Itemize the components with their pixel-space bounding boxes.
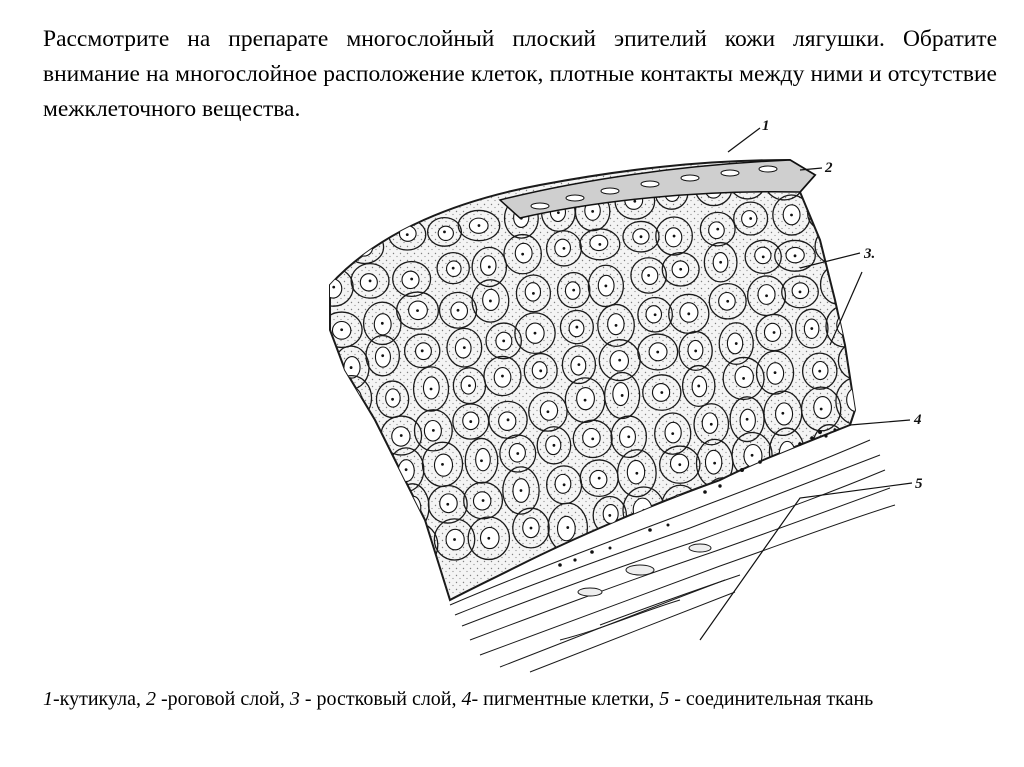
nucleolus <box>726 300 729 303</box>
epithelial-cell <box>738 472 774 513</box>
nucleolus <box>469 420 472 423</box>
nucleolus <box>837 283 840 286</box>
nucleolus <box>446 503 449 506</box>
epithelial-cell <box>343 424 384 461</box>
cell-nucleus <box>847 388 866 412</box>
cell-nucleus <box>819 205 836 223</box>
nucleolus <box>453 538 456 541</box>
cell-nucleus <box>583 428 600 447</box>
nucleolus <box>615 324 618 327</box>
nucleolus <box>742 377 745 380</box>
cell-nucleus <box>784 472 800 497</box>
caption-num-3: 3 <box>289 688 300 710</box>
epithelial-cell <box>356 529 394 575</box>
nucleolus <box>566 526 569 529</box>
epithelial-cell <box>808 196 847 231</box>
nucleolus <box>584 399 587 402</box>
nucleolus <box>507 418 510 421</box>
nucleolus <box>539 369 542 372</box>
nucleolus <box>520 489 523 492</box>
nucleolus <box>855 400 858 403</box>
caption-num-1: 1 <box>43 688 53 710</box>
epithelial-cell <box>816 459 851 508</box>
nucleolus <box>598 243 601 246</box>
nucleolus <box>406 233 409 236</box>
nucleolus <box>532 292 535 295</box>
nucleolus <box>832 482 835 485</box>
nucleolus <box>443 230 446 233</box>
nucleolus <box>697 385 700 388</box>
cell-nucleus <box>702 413 718 433</box>
nucleolus <box>618 359 621 362</box>
epithelial-cell <box>313 235 346 266</box>
nucleolus <box>621 394 624 397</box>
cell-nucleus <box>481 256 496 276</box>
caption-num-2: 2 <box>145 688 156 710</box>
caption-num-4: 4 <box>461 688 472 710</box>
cell-nucleus <box>715 489 730 511</box>
cell-nucleus <box>515 243 532 263</box>
nucleolus <box>810 327 813 330</box>
nucleolus <box>654 313 657 316</box>
cell-nucleus <box>577 388 595 410</box>
nucleolus <box>441 463 444 466</box>
nucleolus <box>368 473 371 476</box>
caption-text-3: - ростковый слой, <box>299 688 462 710</box>
cell-nucleus <box>848 353 864 371</box>
nucleolus <box>749 217 752 220</box>
nucleolus <box>694 350 697 353</box>
nucleolus <box>833 244 836 247</box>
nucleolus <box>781 412 784 415</box>
cell-nucleus <box>364 502 381 526</box>
nucleolus <box>411 506 414 509</box>
nucleolus <box>627 435 630 438</box>
cell-nucleus <box>354 433 373 451</box>
nucleolus <box>487 537 490 540</box>
nucleolus <box>679 506 682 509</box>
nucleolus <box>340 328 343 331</box>
epithelial-cell <box>846 415 887 458</box>
nucleolus <box>713 462 716 465</box>
nucleolus <box>480 459 483 462</box>
nucleolus <box>405 468 408 471</box>
caption-num-5: 5 <box>659 688 670 710</box>
cell-nucleus <box>558 516 576 540</box>
nucleolus <box>843 325 846 328</box>
nucleolus <box>671 432 674 435</box>
nucleolus <box>468 384 471 387</box>
nucleolus <box>391 398 394 401</box>
nucleolus <box>410 278 413 281</box>
nucleolus <box>608 514 611 517</box>
nucleolus <box>865 435 868 438</box>
cell-nucleus <box>709 222 725 239</box>
cell-nucleus <box>742 211 757 227</box>
nucleolus <box>716 228 719 231</box>
epithelial-cell <box>775 461 810 510</box>
nucleolus <box>794 254 797 257</box>
nucleolus <box>826 212 829 215</box>
cell-nucleus <box>375 347 390 367</box>
cell-nucleus <box>402 271 419 288</box>
nucleolus <box>463 346 466 349</box>
nucleolus <box>416 544 419 547</box>
nucleolus <box>432 429 435 432</box>
cell-nucleus <box>832 276 848 296</box>
label-3: 3. <box>864 246 876 262</box>
intro-text: Рассмотрите на препарате многослойный плоский эпителий кожи лягушки. Обратите внимание на многослойное расположение клеток, плотные контакты между ними и отсутствие межклеточного вещества. <box>43 26 997 122</box>
nucleolus <box>640 235 643 238</box>
cell-nucleus <box>343 388 361 410</box>
nucleolus <box>735 342 738 345</box>
nucleolus <box>362 441 365 444</box>
nucleolus <box>329 249 332 252</box>
nucleolus <box>430 388 433 391</box>
cell-nucleus <box>603 505 618 524</box>
nucleolus <box>656 351 659 354</box>
epithelial-cell <box>355 491 394 538</box>
nucleolus <box>598 477 601 480</box>
label-4: 4 <box>914 412 922 428</box>
label-5: 5 <box>915 476 923 492</box>
nucleolus <box>332 286 335 289</box>
epithelial-cell <box>397 523 438 567</box>
cell-nucleus <box>814 397 832 419</box>
nucleolus <box>774 371 777 374</box>
cell-nucleus <box>646 306 662 323</box>
nucleolus <box>501 375 504 378</box>
cell-nucleus <box>324 279 341 298</box>
nucleolus <box>488 266 491 269</box>
nucleolus <box>416 309 419 312</box>
nucleolus <box>799 290 802 293</box>
nucleolus <box>791 484 794 487</box>
cell-nucleus <box>540 401 557 420</box>
tissue <box>300 150 900 620</box>
cell-nucleus <box>755 247 771 264</box>
label-1: 1 <box>762 118 770 134</box>
nucleolus <box>521 253 524 256</box>
nucleolus <box>350 397 353 400</box>
nucleolus <box>855 359 858 362</box>
figure-caption <box>43 686 983 712</box>
cell-nucleus <box>438 226 453 240</box>
nucleolus <box>516 452 519 455</box>
caption-text-1: -кутикула, <box>53 688 146 710</box>
cell-nucleus <box>476 448 491 470</box>
nucleolus <box>400 434 403 437</box>
nucleolus <box>754 491 757 494</box>
nucleolus <box>591 437 594 440</box>
nucleolus <box>773 331 776 334</box>
nucleolus <box>746 418 749 421</box>
nucleolus <box>818 370 821 373</box>
cell-nucleus <box>590 235 608 250</box>
nucleolus <box>673 235 676 238</box>
caption-text-5: - соединительная ткань <box>669 688 874 710</box>
nucleolus <box>350 366 353 369</box>
nucleolus <box>604 285 607 288</box>
cell-nucleus <box>764 323 780 341</box>
cell-nucleus <box>555 474 571 493</box>
nucleolus <box>553 444 556 447</box>
caption-text-2: -роговой слой, <box>155 688 290 710</box>
cell-nucleus <box>360 274 377 291</box>
nucleolus <box>381 354 384 357</box>
nucleolus <box>373 513 376 516</box>
nucleolus <box>457 309 460 312</box>
nucleolus <box>710 423 713 426</box>
cell-nucleus <box>363 466 379 485</box>
nucleolus <box>572 289 575 292</box>
caption-text-4: - пигментные клетки, <box>471 688 660 710</box>
nucleolus <box>478 224 481 227</box>
epithelium-illustration <box>300 110 960 685</box>
nucleolus <box>575 326 578 329</box>
nucleolus <box>421 349 424 352</box>
nucleolus <box>547 410 550 413</box>
nucleolus <box>502 339 505 342</box>
cell-nucleus <box>613 383 629 406</box>
nucleolus <box>530 527 533 530</box>
nucleolus <box>381 322 384 325</box>
nucleolus <box>790 214 793 217</box>
cell-nucleus <box>825 237 843 255</box>
nucleolus <box>452 267 455 270</box>
nucleolus <box>820 408 823 411</box>
nucleolus <box>578 363 581 366</box>
nucleolus <box>369 279 372 282</box>
cell-nucleus <box>367 542 384 565</box>
nucleolus <box>363 246 366 249</box>
nucleolus <box>765 294 768 297</box>
nucleolus <box>563 247 566 250</box>
nucleolus <box>679 268 682 271</box>
nucleolus <box>563 483 566 486</box>
label-2: 2 <box>825 160 833 176</box>
nucleolus <box>687 312 690 315</box>
nucleolus <box>482 499 485 502</box>
nucleolus <box>374 551 377 554</box>
cell-nucleus <box>525 283 540 301</box>
cell-nucleus <box>735 366 753 387</box>
nucleolus <box>828 446 831 449</box>
nucleolus <box>633 200 636 203</box>
cell-nucleus <box>499 412 516 430</box>
nucleolus <box>534 332 537 335</box>
nucleolus <box>489 300 492 303</box>
cell-nucleus <box>590 470 607 488</box>
nucleolus <box>751 454 754 457</box>
cell-nucleus <box>857 425 875 447</box>
cell-nucleus <box>322 243 337 258</box>
nucleolus <box>719 261 722 264</box>
nucleolus <box>591 210 594 213</box>
nucleolus <box>647 274 650 277</box>
nucleolus <box>678 463 681 466</box>
nucleolus <box>635 472 638 475</box>
cell-nucleus <box>409 534 427 556</box>
nucleolus <box>557 211 560 214</box>
epithelial-cell <box>352 455 387 494</box>
nucleolus <box>762 255 765 258</box>
nucleolus <box>660 391 663 394</box>
